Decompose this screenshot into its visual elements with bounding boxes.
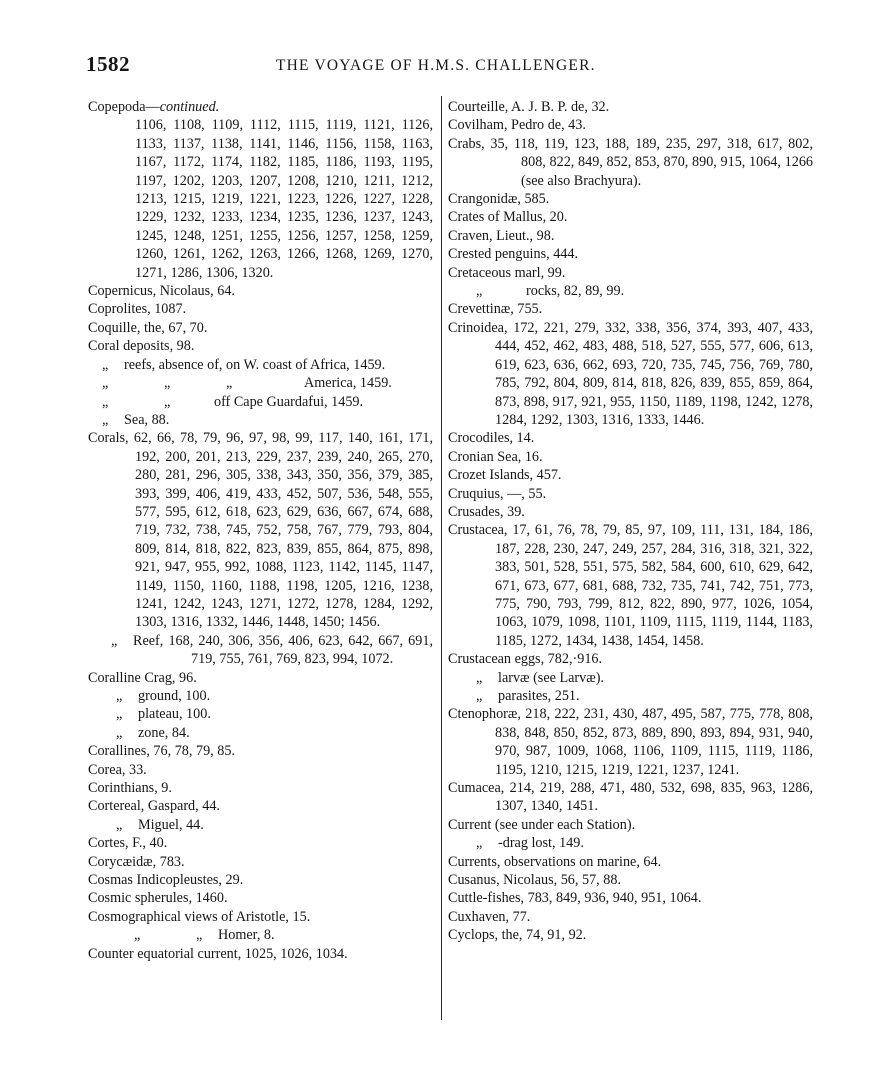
index-entry: Corinthians, 9. (88, 780, 172, 797)
index-entry: Crabs, 35, 118, 119, 123, 188, 189, 235, 297, 318, 617, 802, 808, 822, 849, 852, 853, 870, 890, 915, 1064, 1266 (see also Brachyura). (448, 135, 813, 189)
index-subentry: „ larvæ (see Larvæ). (476, 669, 604, 686)
ditto-mark: „ (102, 411, 109, 428)
index-entry: Coprolites, 1087. (88, 301, 187, 318)
index-entry: Cusanus, Nicolaus, 56, 57, 88. (448, 872, 622, 889)
index-entry: Cruquius, —, 55. (448, 485, 547, 502)
index-entry: Crustacea, 17, 61, 76, 78, 79, 85, 97, 109, 111, 131, 184, 186, 187, 228, 230, 247, 249, 257, 284, 316, 318, 321, 322, 383, 501, 528, 551, 575, 582, 584, 600, 610, 629, 642, 671, 673, 677, 681, 688, 732, 735, 741, 742, 751, 773, 775, 790, 793, 799, 812, 822, 890, 977, 1026, 1054, 1063, 1079, 1098, 1101, 1109, 1115, 1119, 1144, 1183, 1185, 1272, 1434, 1438, 1454, 1458. (448, 522, 813, 649)
index-entry: Cuxhaven, 77. (448, 908, 531, 925)
index-entry: Crates of Mallus, 20. (448, 209, 568, 226)
ditto-mark: „ (164, 375, 171, 392)
index-entry: Crusades, 39. (448, 503, 525, 520)
ditto-mark: „ (476, 688, 483, 704)
index-entry: Counter equatorial current, 1025, 1026, 1034. (88, 945, 348, 962)
index-entry: Cretaceous marl, 99. (448, 264, 566, 281)
index-subentry: „ reefs, absence of, on W. coast of Africa, 1459. (102, 356, 386, 373)
index-entry: Crevettinæ, 755. (448, 301, 543, 318)
index-entry: Crocodiles, 14. (448, 430, 535, 447)
ditto-mark: „ (134, 927, 141, 944)
ditto-mark: „ (196, 927, 203, 944)
index-entry: Corals, 62, 66, 78, 79, 96, 97, 98, 99, 117, 140, 161, 171, 192, 200, 201, 213, 229, 237, 239, 240, 265, 270, 280, 281, 296, 305, 338, 343, 350, 356, 379, 385, 393, 399, 406, 419, 433, 452, 507, 536, 548, 555, 577, 595, 612, 618, 623, 629, 636, 667, 674, 688, 719, 732, 738, 745, 752, 758, 767, 779, 793, 804, 809, 814, 818, 822, 823, 839, 855, 864, 875, 898, 921, 947, 955, 992, 1088, 1123, 1142, 1145, 1147, 1149, 1150, 1160, 1188, 1198, 1205, 1216, 1238, 1241, 1242, 1243, 1271, 1272, 1278, 1284, 1292, 1303, 1316, 1332, 1446, 1448, 1450; 1456. (88, 430, 433, 631)
ditto-mark: „ (102, 393, 109, 410)
index-entry: Cronian Sea, 16. (448, 448, 543, 465)
index-entry-continuation: 1106, 1108, 1109, 1112, 1115, 1119, 1121, 1126, 1133, 1137, 1138, 1141, 1146, 1156, 1158, 1163, 1167, 1172, 1174, 1182, 1185, 1186, 1193, 1195, 1197, 1202, 1203, 1207, 1208, 1210, 1211, 1212, 1213, 1215, 1219, 1221, 1223, 1226, 1227, 1228, 1229, 1232, 1233, 1234, 1235, 1236, 1237, 1243, 1245, 1248, 1251, 1255, 1256, 1257, 1258, 1259, 1260, 1261, 1262, 1263, 1266, 1268, 1269, 1270, 1271, 1286, 1306, 1320. (135, 117, 433, 281)
index-entry: Cortereal, Gaspard, 44. (88, 798, 220, 815)
column-divider (441, 96, 442, 1020)
ditto-mark: „ (476, 669, 483, 686)
index-subentry: „ plateau, 100. (116, 706, 211, 723)
index-subentry: „ -drag lost, 149. (476, 835, 584, 852)
index-subentry: „ rocks, 82, 89, 99. (476, 283, 625, 300)
index-subentry: „ „ Homer, 8. (134, 927, 275, 944)
index-entry: Currents, observations on marine, 64. (448, 853, 662, 870)
ditto-mark: „ (116, 724, 123, 741)
index-entry (88, 98, 433, 116)
page-header (0, 52, 880, 86)
index-entry: Cyclops, the, 74, 91, 92. (448, 927, 587, 944)
ditto-mark: „ (476, 283, 483, 300)
index-entry: Courteille, A. J. B. P. de, 32. (448, 99, 610, 115)
index-subentry: „ Reef, 168, 240, 306, 356, 406, 623, 642, 667, 691, 719, 755, 761, 769, 823, 994, 1072. (111, 632, 433, 668)
index-entry: Cumacea, 214, 219, 288, 471, 480, 532, 698, 835, 963, 1286, 1307, 1340, 1451. (448, 780, 813, 815)
index-entry: Craven, Lieut., 98. (448, 227, 555, 244)
index-entry: Coquille, the, 67, 70. (88, 319, 208, 336)
ditto-mark: „ (111, 632, 118, 649)
index-subentry: „ ground, 100. (116, 688, 211, 704)
ditto-mark: „ (164, 393, 171, 410)
entry-heading: Copepoda— (88, 99, 160, 115)
index-entry: Cosmic spherules, 1460. (88, 890, 228, 907)
ditto-mark: „ (476, 835, 483, 852)
index-entry: Coralline Crag, 96. (88, 669, 197, 686)
index-entry: Covilham, Pedro de, 43. (448, 117, 586, 134)
index-subentry: „ Miguel, 44. (116, 816, 204, 833)
index-entry: Cosmographical views of Aristotle, 15. (88, 908, 311, 925)
index-entry: Copernicus, Nicolaus, 64. (88, 283, 235, 300)
ditto-mark: „ (226, 375, 233, 392)
index-entry: Cortes, F., 40. (88, 835, 168, 852)
index-entry: Crinoidea, 172, 221, 279, 332, 338, 356, 374, 393, 407, 433, 444, 452, 462, 483, 488, 518, 527, 555, 577, 606, 613, 619, 623, 636, 662, 693, 720, 735, 745, 756, 769, 780, 785, 792, 804, 809, 814, 818, 826, 839, 855, 859, 864, 873, 898, 917, 921, 955, 1150, 1189, 1198, 1242, 1278, 1284, 1292, 1303, 1316, 1333, 1446. (448, 319, 813, 428)
index-entry: Crangonidæ, 585. (448, 191, 550, 208)
ditto-mark: „ (102, 356, 109, 373)
ditto-mark: „ (116, 688, 123, 704)
index-entry: Corallines, 76, 78, 79, 85. (88, 743, 235, 760)
page-number: 1582 (86, 52, 130, 76)
index-entry: Cuttle-fishes, 783, 849, 936, 940, 951, 1064. (448, 890, 702, 907)
index-entry: Cosmas Indicopleustes, 29. (88, 872, 244, 889)
running-title: THE VOYAGE OF H.M.S. CHALLENGER. (276, 57, 596, 74)
ditto-mark: „ (116, 816, 123, 833)
index-entry: Current (see under each Station). (448, 816, 636, 833)
index-subentry: „ „ „ America, 1459. (102, 375, 392, 392)
index-subentry: „ Sea, 88. (102, 411, 170, 428)
index-entry: Crozet Islands, 457. (448, 467, 562, 484)
continued-label: continued. (159, 99, 220, 115)
index-entry: Crustacean eggs, 782,·916. (448, 651, 603, 668)
index-entry: Coral deposits, 98. (88, 338, 195, 355)
index-subentry: „ „ off Cape Guardafui, 1459. (102, 393, 364, 410)
index-subentry: „ zone, 84. (116, 724, 190, 741)
index-entry: Corycæidæ, 783. (88, 853, 185, 870)
index-entry: Ctenophoræ, 218, 222, 231, 430, 487, 495, 587, 775, 778, 808, 838, 848, 850, 852, 873, 889, 890, 893, 894, 931, 940, 970, 987, 1009, 1068, 1106, 1109, 1115, 1119, 1186, 1195, 1210, 1215, 1219, 1221, 1237, 1241. (448, 706, 813, 778)
ditto-mark: „ (102, 375, 109, 392)
index-column-right (448, 98, 813, 945)
index-entry: Crested penguins, 444. (448, 246, 579, 263)
index-entry: Corea, 33. (88, 761, 147, 778)
ditto-mark: „ (116, 706, 123, 723)
index-subentry: „ parasites, 251. (476, 688, 580, 704)
index-column-left (88, 98, 433, 963)
